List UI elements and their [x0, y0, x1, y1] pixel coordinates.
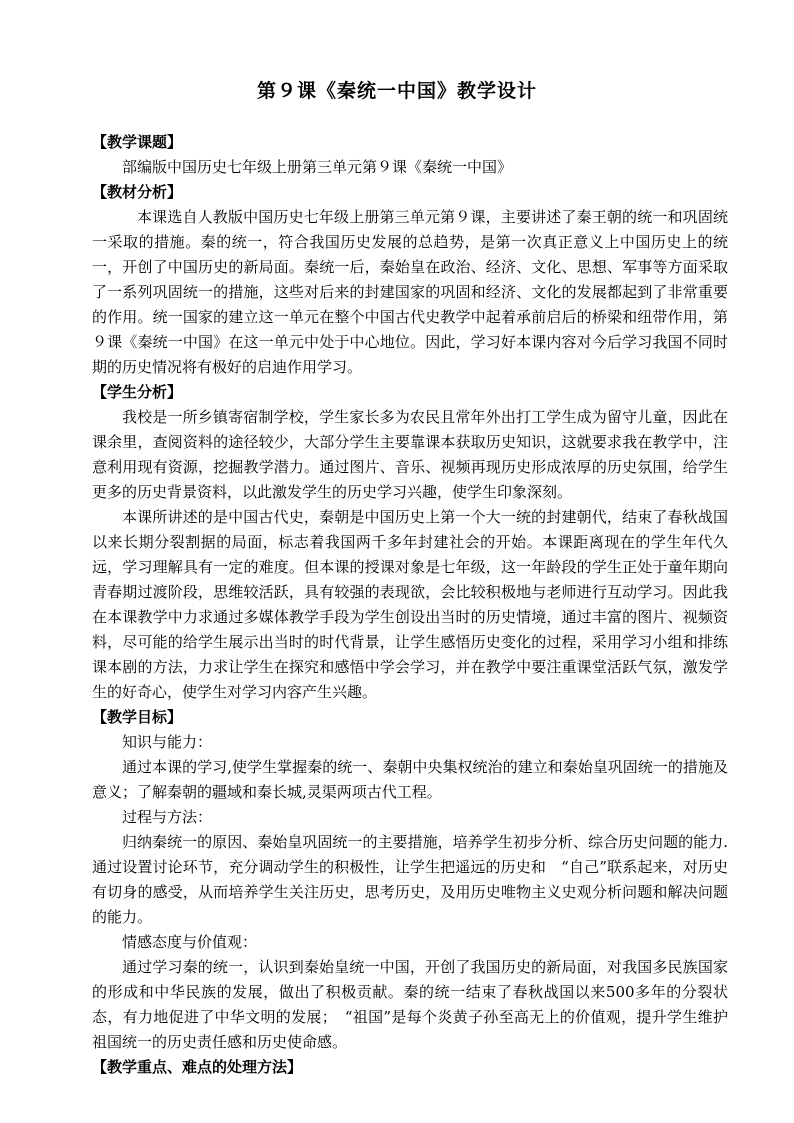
students-paragraph-2: 本课所讲述的是中国古代史，秦朝是中国历史上第一个大一统的封建朝代，结束了春秋战国以来长期分裂割据的局面，标志着我国两千多年封建社会的开始。本课距离现在的学生年代久远，学习理解具有一定的难度。但本课的授课对象是七年级，这一年龄段的学生正处于童年期向青春期过渡阶段，思维较活跃，具有较强的表现欲，会比较积极地与老师进行互动学习。因此我在本课教学中力求通过多媒体教学手段为学生创设出当时的历史情境，通过丰富的图片、视频资料，尽可能的给学生展示出当时的时代背景，让学生感悟历史变化的过程，采用学习小组和排练课本剧的方法，力求让学生在探究和感悟中学会学习，并在教学中要注重课堂活跃气氛，激发学生的好奇心，使学生对学习内容产生兴趣。 — [92, 508, 728, 701]
material-paragraph: 本课选自人教版中国历史七年级上册第三单元第９课，主要讲述了秦王朝的统一和巩固统一采取的措施。秦的统一，符合我国历史发展的总趋势，是第一次真正意义上中国历史上的统一，开创了中国历史的新局面。秦统一后，秦始皇在政治、经济、文化、思想、军事等方面采取了一系列巩固统一的措施，这些对后来的封建国家的巩固和经济、文化的发展都起到了非常重要的作用。统一国家的建立这一单元在整个中国古代史教学中起着承前启后的桥梁和纽带作用，第９课《秦统一中国》在这一单元中处于中心地位。因此，学习好本课内容对今后学习我国不同时期的历史情况将有极好的启迪作用学习。 — [92, 208, 728, 376]
section-heading-students: 【学生分析】 — [92, 383, 183, 401]
document-title: 第９课《秦统一中国》教学设计 — [256, 80, 537, 102]
goals-paragraph-values: 通过学习秦的统一，认识到秦始皇统一中国，开创了我国历史的新局面，对我国多民族国家的形成和中华民族的发展，做出了积极贡献。秦的统一结束了春秋战国以来500多年的分裂状态，有力地促进了中华文明的发展； “祖国”是每个炎黄子孙至高无上的价值观，提升学生维护祖国统一的历史责任感和历史使命感。 — [92, 958, 728, 1051]
document-body — [92, 130, 728, 1080]
section-heading-goals: 【教学目标】 — [92, 708, 183, 726]
section-heading-keypoints: 【教学重点、难点的处理方法】 — [92, 1058, 303, 1076]
goals-paragraph-knowledge: 通过本课的学习,使学生掌握秦的统一、秦朝中央集权统治的建立和秦始皇巩固统一的措施及意义；了解秦朝的疆域和秦长城,灵渠两项古代工程。 — [92, 758, 728, 801]
goals-subheading-knowledge: 知识与能力： — [122, 733, 213, 751]
goals-subheading-values: 情感态度与价值观： — [122, 933, 258, 951]
section-heading-topic: 【教学课题】 — [92, 133, 183, 151]
section-heading-material: 【教材分析】 — [92, 183, 183, 201]
topic-text: 部编版中国历史七年级上册第三单元第９课《秦统一中国》 — [122, 158, 513, 176]
goals-paragraph-process: 归纳秦统一的原因、秦始皇巩固统一的主要措施，培养学生初步分析、综合历史问题的能力.通过设置讨论环节，充分调动学生的积极性，让学生把遥远的历史和 “自己”联系起来，对历史有切身的感受，从而培养学生关注历史，思考历史，及用历史唯物主义史观分析问题和解决问题的能力。 — [92, 833, 728, 926]
goals-subheading-process: 过程与方法： — [122, 808, 213, 826]
students-paragraph-1: 我校是一所乡镇寄宿制学校，学生家长多为农民且常年外出打工学生成为留守儿童，因此在课余里，查阅资料的途径较少，大部分学生主要靠课本获取历史知识，这就要求我在教学中，注意利用现有资源，挖掘教学潜力。通过图片、音乐、视频再现历史形成浓厚的历史氛围，给学生更多的历史背景资料，以此激发学生的历史学习兴趣，使学生印象深刻。 — [92, 408, 728, 501]
